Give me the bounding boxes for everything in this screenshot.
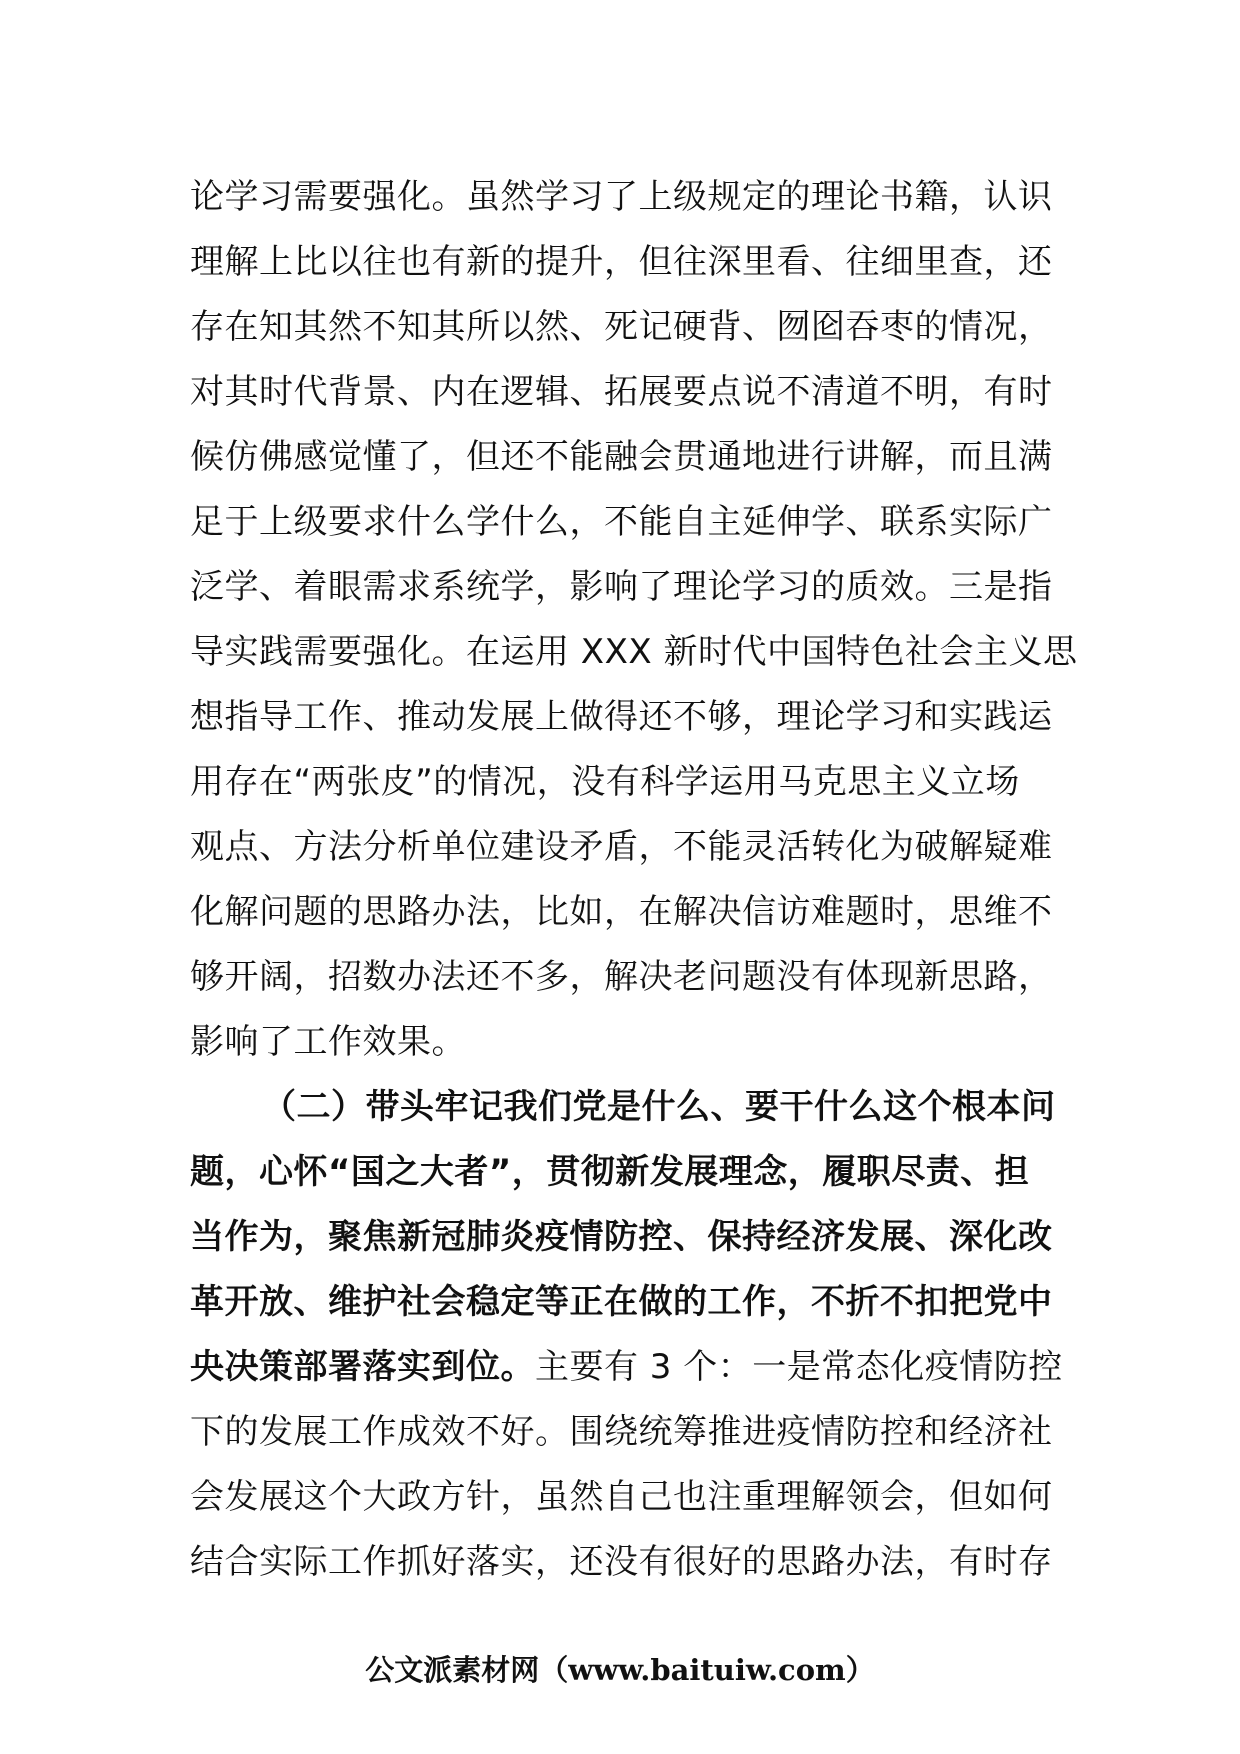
text-line: [190, 1075, 1060, 1140]
body-text: 结合实际工作抓好落实，还没有很好的思路办法，有时存: [190, 1542, 1053, 1582]
text-line: [190, 1335, 1063, 1400]
body-text: 泛学、着眼需求系统学，影响了理论学习的质效。三是指: [190, 567, 1053, 607]
body-text: 主要有 3 个：一是常态化疫情防控: [535, 1347, 1063, 1387]
bold-heading-text: 革开放、维护社会稳定等正在做的工作，不折不扣把党中: [190, 1282, 1053, 1322]
body-text: 论学习需要强化。虽然学习了上级规定的理论书籍，认识: [190, 177, 1053, 217]
bold-heading-text: 题，心怀“国之大者”，贯彻新发展理念，履职尽责、担: [190, 1152, 1030, 1192]
text-line: [190, 295, 1060, 360]
footer-watermark: 公文派素材网（www.baituiw.com）: [365, 1653, 875, 1687]
text-line: [190, 555, 1060, 620]
text-line: [190, 360, 1060, 425]
body-text: 理解上比以往也有新的提升，但往深里看、往细里查，还: [190, 242, 1053, 282]
body-text: 对其时代背景、内在逻辑、拓展要点说不清道不明，有时: [190, 372, 1053, 412]
bold-heading-text: （二）带头牢记我们党是什么、要干什么这个根本问: [262, 1087, 1056, 1127]
text-line: [190, 230, 1060, 295]
text-line: [190, 1205, 1060, 1270]
body-text: 观点、方法分析单位建设矛盾，不能灵活转化为破解疑难: [190, 827, 1053, 867]
text-line: [190, 1530, 1060, 1595]
text-line: [190, 1270, 1060, 1335]
text-line: [190, 1140, 1060, 1205]
body-text: 下的发展工作成效不好。围绕统筹推进疫情防控和经济社: [190, 1412, 1053, 1452]
text-line: [190, 685, 1060, 750]
text-line: [190, 620, 1078, 685]
body-text: 足于上级要求什么学什么，不能自主延伸学、联系实际广: [190, 502, 1053, 542]
text-line: [190, 165, 1060, 230]
text-line: [190, 750, 1060, 815]
bold-heading-text: 央决策部署落实到位。: [190, 1347, 535, 1387]
body-text: 够开阔，招数办法还不多，解决老问题没有体现新思路，: [190, 957, 1053, 997]
text-line: [190, 815, 1060, 880]
body-text: 化解问题的思路办法，比如，在解决信访难题时，思维不: [190, 892, 1053, 932]
text-line: [190, 490, 1060, 555]
body-text: 会发展这个大政方针，虽然自己也注重理解领会，但如何: [190, 1477, 1053, 1517]
document-body: [190, 165, 1078, 1595]
text-line: [190, 1465, 1060, 1530]
text-line: [190, 880, 1060, 945]
body-text: 导实践需要强化。在运用 XXX 新时代中国特色社会主义思: [190, 632, 1078, 672]
body-text: 影响了工作效果。: [190, 1022, 466, 1062]
body-text: 存在知其然不知其所以然、死记硬背、囫囵吞枣的情况，: [190, 307, 1053, 347]
bold-heading-text: 当作为，聚焦新冠肺炎疫情防控、保持经济发展、深化改: [190, 1217, 1053, 1257]
body-text: 候仿佛感觉懂了，但还不能融会贯通地进行讲解，而且满: [190, 437, 1053, 477]
text-line: [190, 1400, 1060, 1465]
text-line: [190, 945, 1060, 1010]
body-text: 用存在“两张皮”的情况，没有科学运用马克思主义立场: [190, 762, 1020, 802]
body-text: 想指导工作、推动发展上做得还不够，理论学习和实践运: [190, 697, 1053, 737]
text-line: [190, 425, 1060, 490]
text-line: [190, 1010, 1060, 1075]
